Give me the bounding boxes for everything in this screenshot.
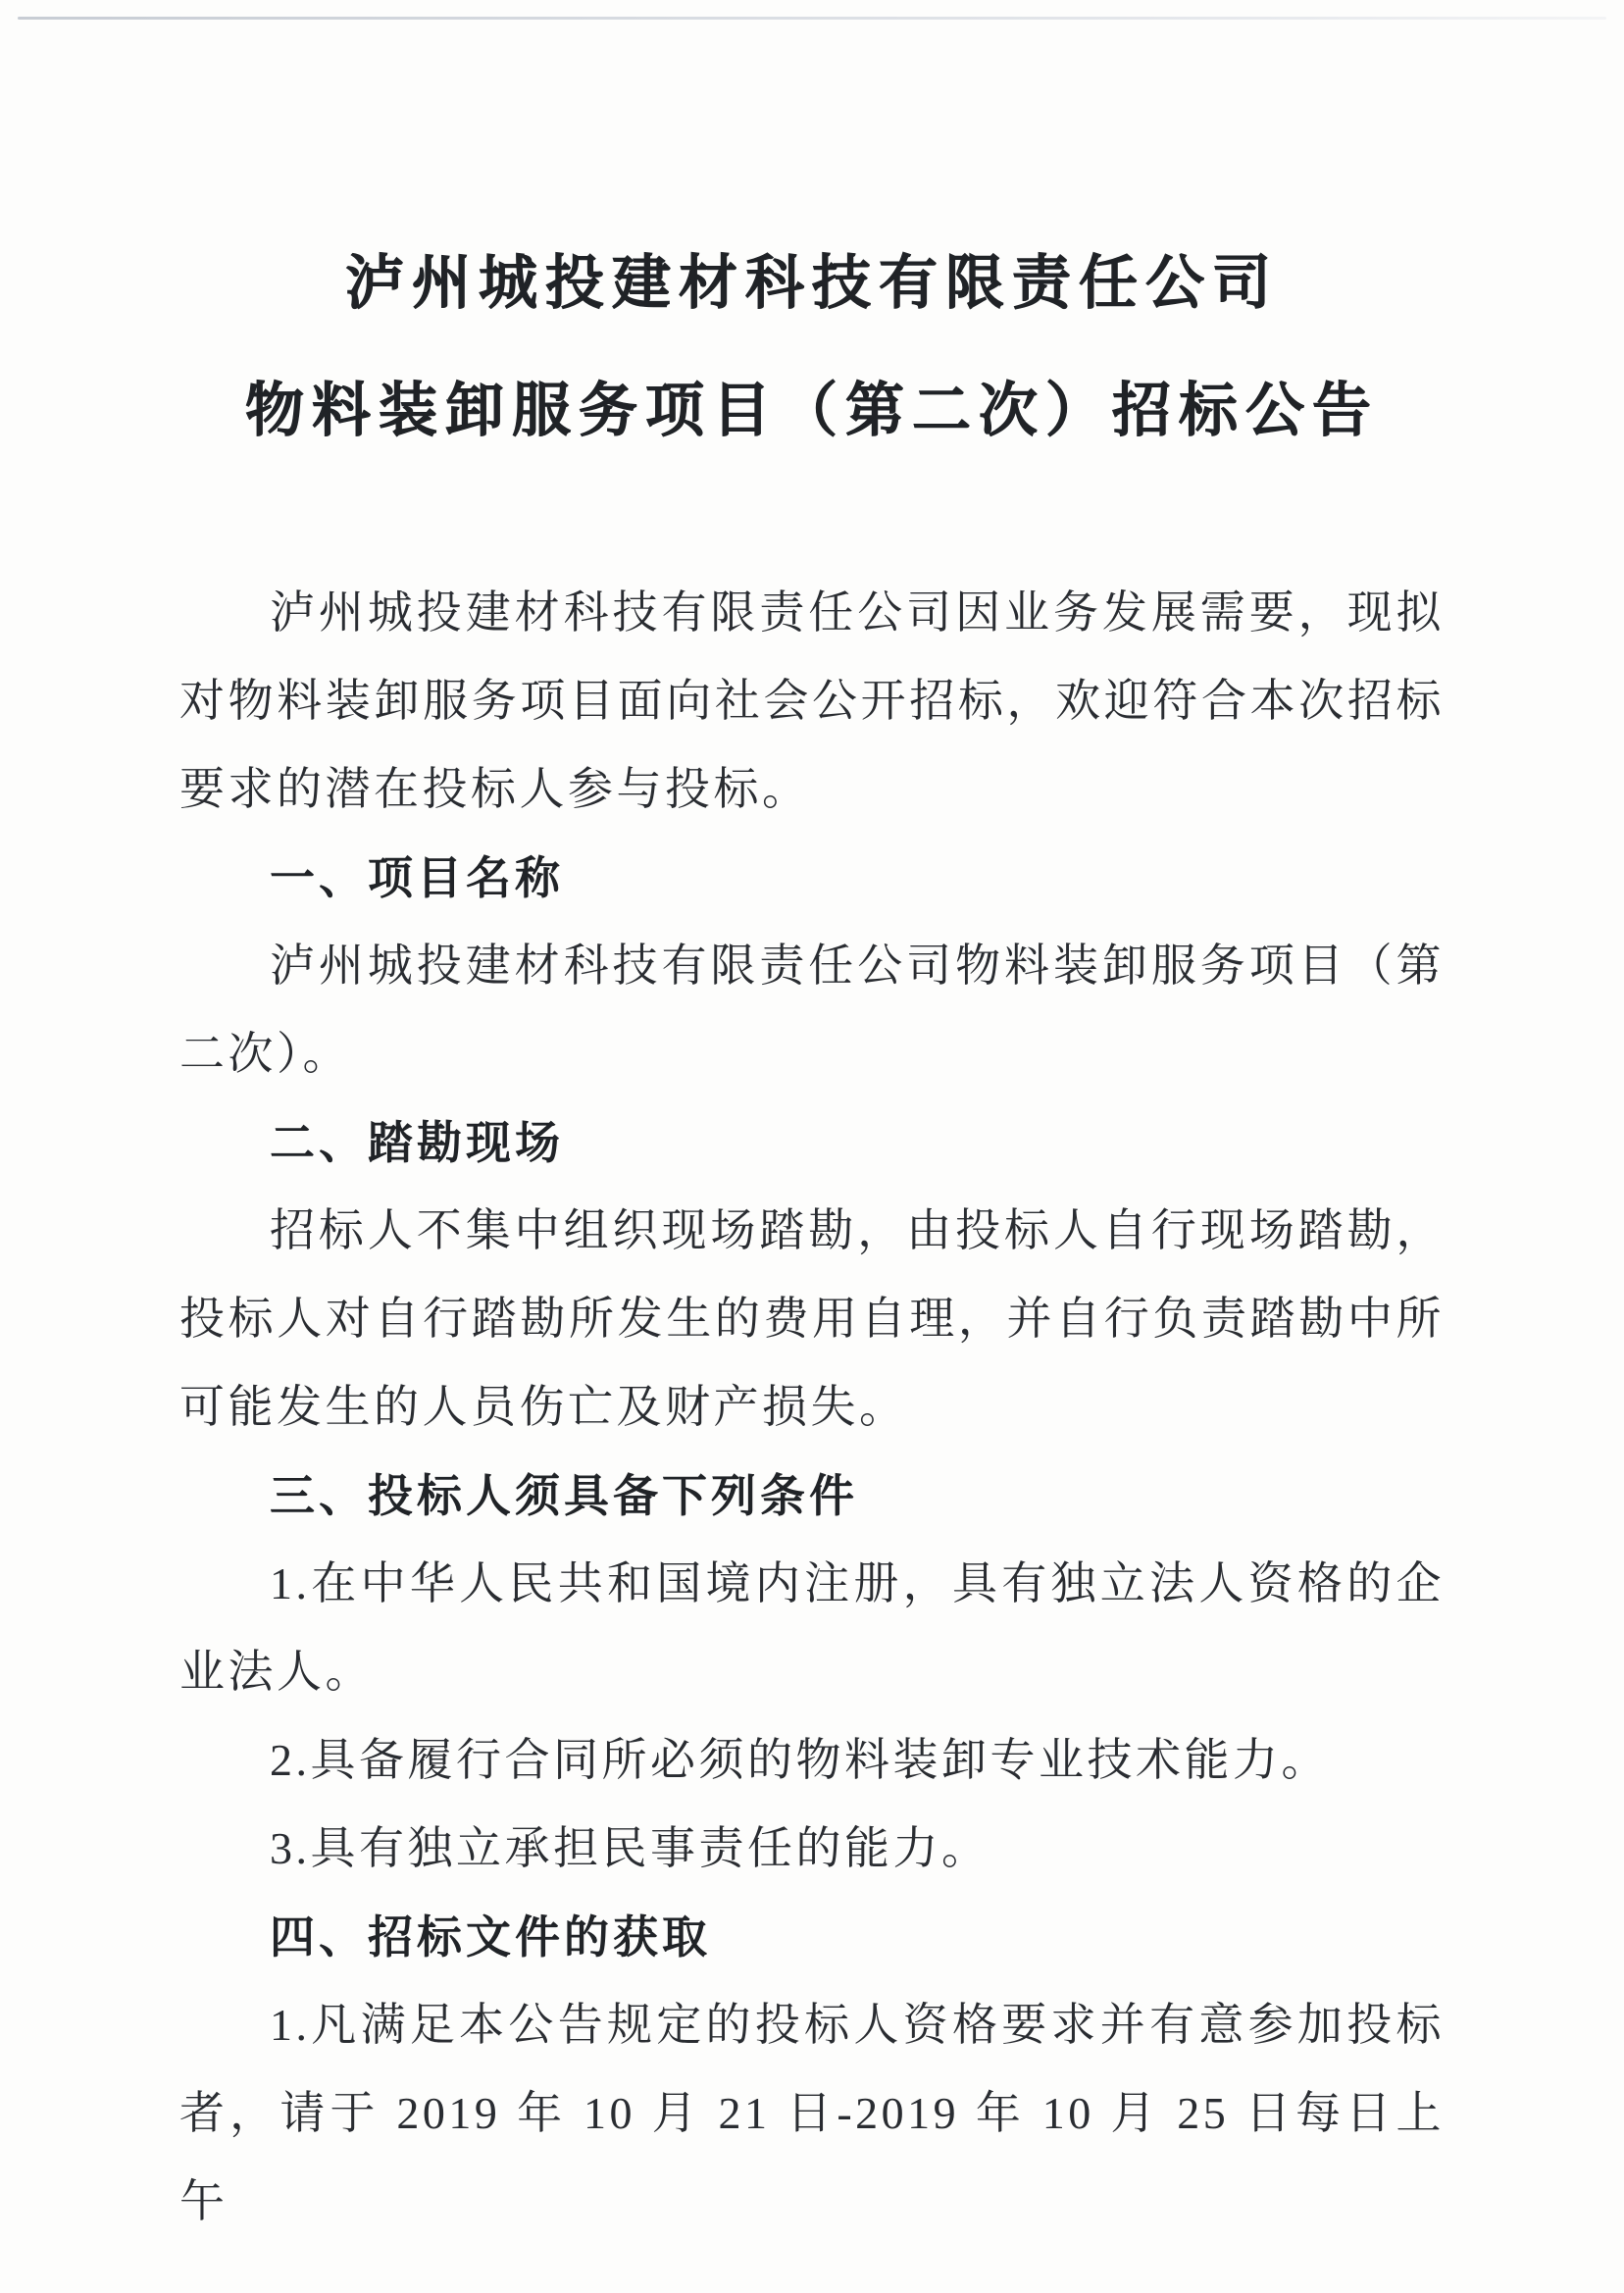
- section-3-heading-bidder-conditions: 三、投标人须具备下列条件: [270, 1470, 858, 1521]
- document-acquisition-paragraph: 1.凡满足本公告规定的投标人资格要求并有意参加投标者，请于 2019 年 10 月 21 日-2019 年 10 月 25 日每日上午: [179, 2000, 1445, 2226]
- document-body: [179, 569, 1445, 2246]
- intro-paragraph: 泸州城投建材科技有限责任公司因业务发展需要，现拟对物料装卸服务项目面向社会公开招标，欢迎符合本次招标要求的潜在投标人参与投标。: [179, 587, 1445, 814]
- project-name-paragraph: 泸州城投建材科技有限责任公司物料装卸服务项目（第二次）。: [179, 941, 1445, 1079]
- bidder-condition-item-1: 1.在中华人民共和国境内注册，具有独立法人资格的企业法人。: [179, 1558, 1445, 1697]
- site-survey-paragraph: 招标人不集中组织现场踏勘，由投标人自行现场踏勘，投标人对自行踏勘所发生的费用自理，并自行负责踏勘中所可能发生的人员伤亡及财产损失。: [179, 1205, 1445, 1432]
- document-title-line-2: 物料装卸服务项目（第二次）招标公告: [245, 379, 1379, 443]
- section-1-heading-project-name: 一、项目名称: [270, 852, 564, 903]
- bidder-condition-item-3: 3.具有独立承担民事责任的能力。: [270, 1823, 990, 1873]
- bidder-condition-item-2: 2.具备履行合同所必须的物料装卸专业技术能力。: [270, 1735, 1330, 1785]
- section-2-heading-site-survey: 二、踏勘现场: [270, 1117, 564, 1168]
- document-title-line-1: 泸州城投建材科技有限责任公司: [345, 251, 1279, 316]
- scan-edge-artifact: [18, 17, 1606, 20]
- section-4-heading-document-acquisition: 四、招标文件的获取: [270, 1911, 711, 1962]
